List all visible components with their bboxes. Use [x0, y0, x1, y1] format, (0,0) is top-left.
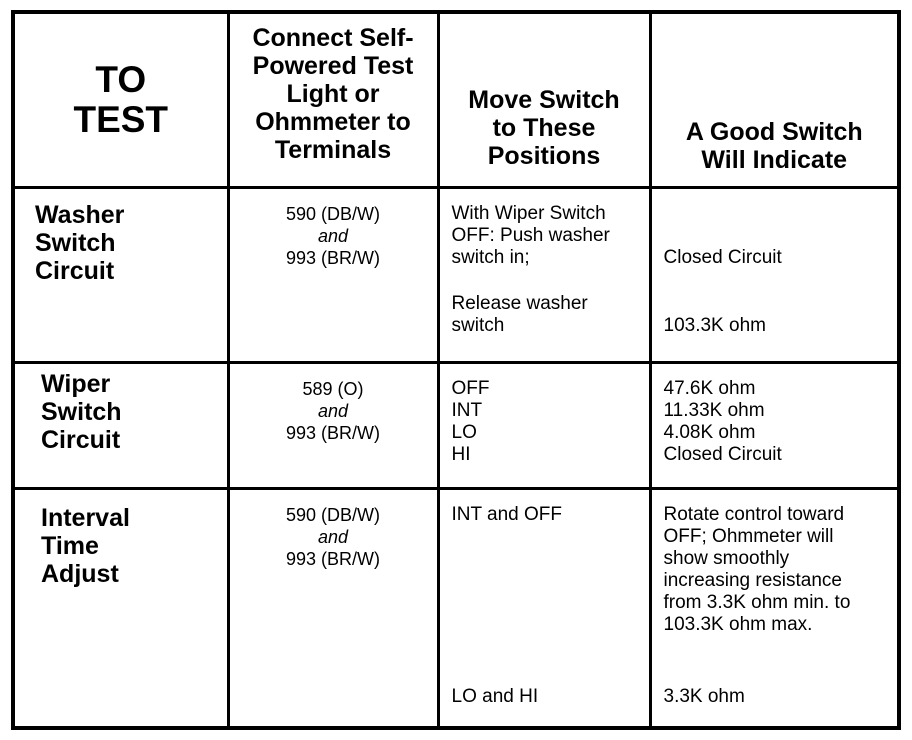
- position-line: switch: [451, 315, 505, 337]
- terminal-conjunction: and: [317, 401, 349, 422]
- indicate-value: show smoothly: [663, 547, 790, 569]
- header-good-line: Will Indicate: [701, 146, 848, 174]
- indicate-value: Closed Circuit: [663, 444, 782, 466]
- indicate-value: 103.3K ohm max.: [663, 613, 813, 635]
- header-connect-line: Terminals: [274, 136, 392, 164]
- header-connect-line: Connect Self-: [252, 24, 414, 52]
- header-to-test-line: TEST: [73, 99, 169, 140]
- switch-test-table: [11, 10, 901, 730]
- terminals-cell: [228, 488, 438, 728]
- header-to-test-text: [15, 60, 227, 140]
- positions-cell: [438, 188, 650, 363]
- header-move-switch-text: [440, 86, 649, 170]
- row-label: [35, 201, 124, 285]
- row-label-cell: [13, 188, 228, 363]
- terminals-text: [230, 378, 437, 444]
- header-good-switch-text: [652, 118, 898, 174]
- row-label-cell: [13, 363, 228, 488]
- header-connect-line: Light or: [286, 80, 380, 108]
- header-good-line: A Good Switch: [685, 118, 863, 146]
- row-label-line: Switch: [35, 229, 116, 258]
- row-label-line: Circuit: [41, 426, 121, 455]
- row-label: [41, 370, 122, 454]
- row-label: [41, 504, 130, 588]
- terminal-value: 993 (BR/W): [285, 423, 381, 444]
- row-label-line: Time: [41, 531, 99, 560]
- header-connect-text: [230, 24, 437, 164]
- table-row-washer: [13, 188, 899, 363]
- position-line: LO: [451, 422, 477, 444]
- header-move-line: Positions: [487, 142, 601, 170]
- terminal-value: 590 (DB/W): [285, 204, 381, 225]
- terminals-cell: [228, 363, 438, 488]
- indicate-value: 4.08K ohm: [663, 422, 756, 444]
- indicate-value: 3.3K ohm: [663, 685, 745, 707]
- positions-text: [452, 378, 490, 466]
- terminal-value: 993 (BR/W): [285, 548, 381, 569]
- row-label-line: Adjust: [41, 559, 119, 588]
- indicate-value: increasing resistance: [663, 569, 842, 591]
- row-label-line: Washer: [35, 201, 125, 230]
- header-to-test-line: TO: [95, 59, 147, 100]
- indicate-value: from 3.3K ohm min. to: [663, 591, 851, 613]
- position-line: Release washer: [451, 293, 588, 315]
- table-row-wiper: [13, 363, 899, 488]
- position-line: OFF: Push washer: [451, 225, 610, 247]
- positions-cell: [438, 488, 650, 728]
- indicate-text: [664, 378, 782, 466]
- terminal-conjunction: and: [317, 526, 349, 547]
- terminal-value: 590 (DB/W): [285, 504, 381, 525]
- positions-text-a: [452, 203, 610, 269]
- indicate-text: [664, 504, 851, 636]
- position-line: HI: [451, 444, 471, 466]
- terminal-value: 993 (BR/W): [285, 248, 381, 269]
- indicate-value: Closed Circuit: [663, 247, 782, 269]
- indicate-cell: [650, 363, 899, 488]
- indicate-cell: [650, 188, 899, 363]
- terminals-text: [230, 203, 437, 269]
- header-to-test: [13, 12, 228, 188]
- table-row-interval: [13, 488, 899, 728]
- terminal-value: 589 (O): [302, 379, 364, 400]
- position-line: LO and HI: [451, 685, 539, 707]
- indicate-cell: [650, 488, 899, 728]
- row-label-line: Interval: [41, 503, 130, 532]
- row-label-line: Switch: [41, 398, 122, 427]
- indicate-value: OFF; Ohmmeter will: [663, 525, 834, 547]
- header-connect-line: Ohmmeter to: [255, 108, 411, 136]
- header-connect-line: Powered Test: [252, 52, 414, 80]
- positions-text-b: [452, 293, 588, 337]
- row-label-cell: [13, 488, 228, 728]
- row-label-line: Wiper: [41, 370, 111, 399]
- header-good-switch: [650, 12, 899, 188]
- position-line: switch in;: [451, 247, 530, 269]
- position-line: With Wiper Switch: [451, 203, 606, 225]
- header-move-switch: [438, 12, 650, 188]
- header-move-line: to These: [492, 114, 596, 142]
- position-line: INT and OFF: [451, 503, 563, 525]
- terminals-cell: [228, 188, 438, 363]
- terminals-text: [230, 504, 437, 570]
- indicate-value: 47.6K ohm: [663, 378, 756, 400]
- row-label-line: Circuit: [35, 257, 115, 286]
- indicate-value: 11.33K ohm: [663, 400, 765, 422]
- indicate-value: 103.3K ohm: [663, 315, 766, 337]
- indicate-value: Rotate control toward: [663, 503, 845, 525]
- terminal-conjunction: and: [317, 226, 349, 247]
- position-line: OFF: [451, 378, 490, 400]
- header-connect: [228, 12, 438, 188]
- header-row: [13, 12, 899, 188]
- position-line: INT: [451, 400, 483, 422]
- header-move-line: Move Switch: [468, 86, 620, 114]
- positions-cell: [438, 363, 650, 488]
